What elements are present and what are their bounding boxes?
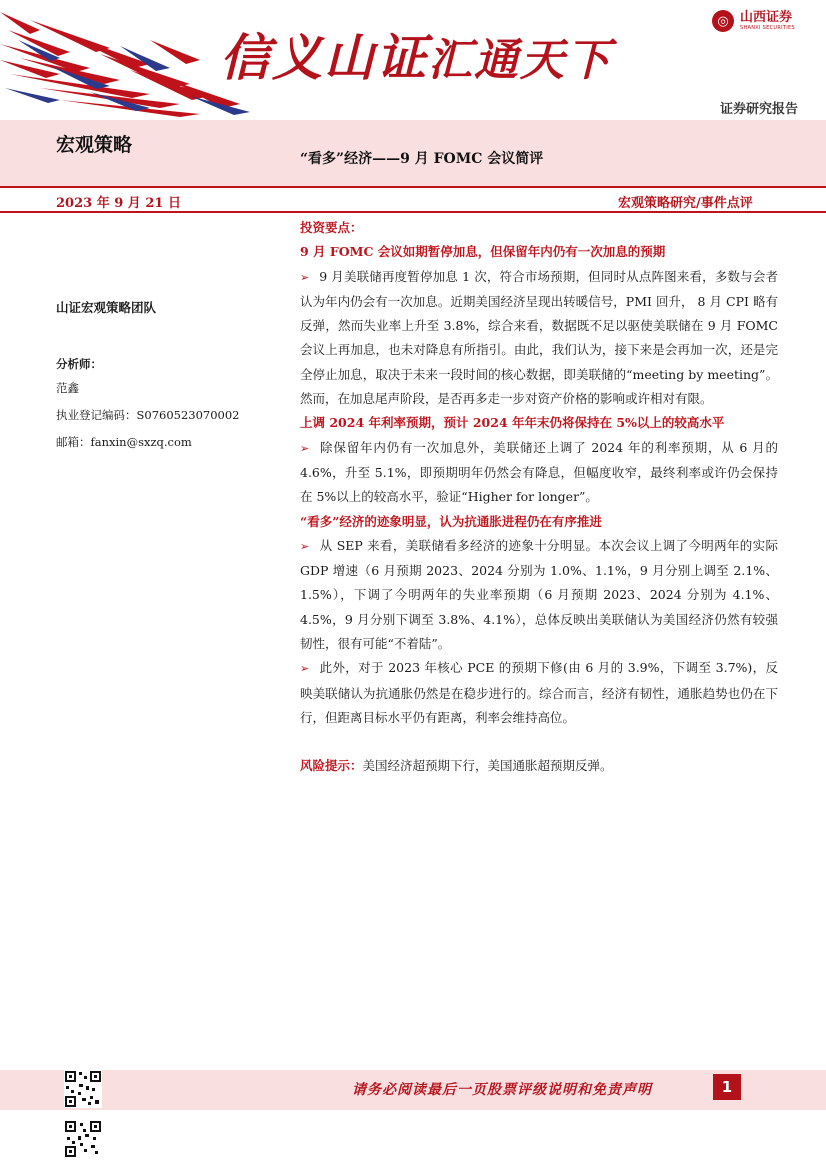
divider	[0, 211, 826, 213]
logo-mark-icon: ◎	[712, 10, 734, 32]
logo-name-en: SHANXI SECURITIES	[740, 25, 795, 31]
main-content	[300, 216, 778, 779]
paragraph	[300, 436, 778, 510]
section-heading: “看多”经济的迹象明显，认为抗通胀进程仍在有序推进	[300, 513, 602, 529]
logo-name: 山西证券	[740, 10, 793, 25]
paragraph-text: 此外，对于 2023 年核心 PCE 的预期下修(由 6 月的 3.9%，下调至 3.7%)，反映美联储认为抗通胀仍然是在稳步进行的。综合而言，经济有韧性，通胀趋势也仍在下行，但距离目标水平仍有距离，利率会维持高位。	[300, 660, 778, 725]
license-number: 执业登记编码：S0760523070002	[56, 408, 240, 422]
key-points-heading: 投资要点：	[300, 220, 363, 235]
qr-code-icon	[64, 1120, 102, 1158]
section-heading: 9 月 FOMC 会议如期暂停加息，但保留年内仍有一次加息的预期	[300, 244, 666, 260]
paragraph-text: 从 SEP 来看，美联储看多经济的迹象十分明显。本次会议上调了今明两年的实际 GDP 增速（6 月预期 2023、2024 分别为 1.0%、1.1%，9 月分别上调至 2.1%、1.5%），下调了今明两年的失业率预期（6 月预期 2023、2024 分别为 4.1%、4.5%，9 月分别下调至 3.8%、4.1%），总体反映出美联储认为美国经济仍然有较强韧性，很有可能“不着陆”。	[300, 537, 778, 652]
paragraph-text: 9 月美联储再度暂停加息 1 次，符合市场预期，但同时从点阵图来看，多数与会者认为年内仍会有一次加息。近期美国经济呈现出转暖信号，PMI 回升， 8 月 CPI 略有反弹，然而失业率上升至 3.8%，综合来看，数据既不足以驱使美联储在 9 月 FOMC 会议上再加息，也未对降息有所指引。由此，我们认为，接下来是会再加一次，还是完全停止加息，取决于未来一段时间的核心数据，即美联储的“meeting by meeting”。然而，在加息尾声阶段，是否再多走一步对资产价格的影响或许相对有限。	[300, 268, 778, 407]
document-title: “看多”经济——9 月 FOMC 会议简评	[300, 151, 544, 167]
risk-warning	[300, 754, 778, 778]
report-category: 宏观策略研究/事件点评	[618, 196, 753, 211]
divider	[0, 186, 826, 188]
disclaimer-text: 请务必阅读最后一页股票评级说明和免责声明	[352, 1082, 652, 1098]
paragraph	[300, 534, 778, 656]
paragraph	[300, 265, 778, 412]
report-date: 2023 年 9 月 21 日	[56, 196, 181, 211]
qr-code-icon	[64, 1070, 102, 1108]
paragraph	[300, 656, 778, 730]
company-logo	[712, 10, 795, 32]
report-type: 证券研究报告	[720, 102, 799, 117]
slogan-part-a: 信义山证	[220, 29, 428, 87]
analyst-name: 范鑫	[56, 381, 79, 395]
paragraph-text: 除保留年内仍有一次加息外，美联储还上调了 2024 年的利率预期，从 6 月的 4.6%，升至 5.1%，即预期明年仍然会有降息，但幅度收窄，最终利率或许仍会保持在 5%以上的较高水平，验证“Higher for longer”。	[300, 439, 778, 505]
slogan-part-b: 汇通天下	[428, 35, 612, 86]
section-title: 宏观策略	[56, 134, 133, 156]
page-number: 1	[713, 1074, 741, 1100]
analyst-email[interactable]: 邮箱：fanxin@sxzq.com	[56, 435, 192, 449]
team-name: 山证宏观策略团队	[56, 300, 157, 315]
brand-slogan	[220, 18, 612, 90]
arrow-bullet-icon: ➢	[300, 270, 310, 284]
analyst-label: 分析师：	[56, 357, 102, 371]
risk-text: 美国经济超预期下行，美国通胀超预期反弹。	[362, 758, 613, 774]
arrow-bullet-icon: ➢	[300, 441, 310, 455]
risk-label: 风险提示：	[300, 758, 363, 774]
arrow-bullet-icon: ➢	[300, 662, 310, 676]
arrow-bullet-icon: ➢	[300, 539, 310, 553]
section-heading: 上调 2024 年利率预期，预计 2024 年年末仍将保持在 5%以上的较高水平	[300, 415, 725, 431]
